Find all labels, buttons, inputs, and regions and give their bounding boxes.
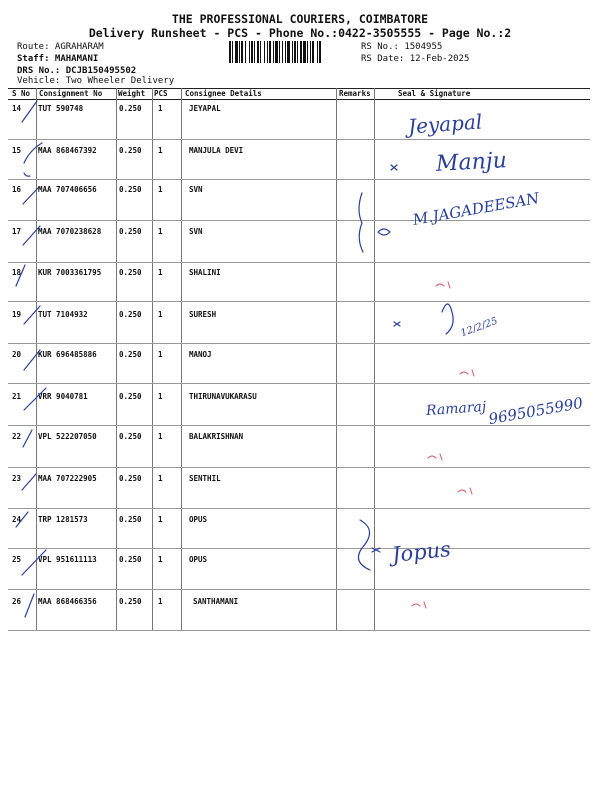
row-weight: 0.250 <box>119 597 142 606</box>
row-consignment-no: MAA 707406656 <box>38 185 97 194</box>
brace-mark <box>359 193 363 252</box>
row-consignment-no: VRR 9040781 <box>38 392 88 401</box>
row-consignee: SVN <box>189 227 203 236</box>
red-mark <box>428 454 442 460</box>
row-pcs: 1 <box>158 185 163 194</box>
company-name: THE PROFESSIONAL COURIERS, COIMBATORE <box>171 12 429 26</box>
col-header-sno: S No <box>12 89 31 98</box>
row-consignee: THIRUNAVUKARASU <box>189 392 257 401</box>
row-divider <box>8 508 590 509</box>
row-consignment-no: TUT 590748 <box>38 104 84 113</box>
row-sno: 19 <box>12 310 22 319</box>
pen-loop <box>358 520 370 570</box>
row-consignment-no: VPL 522207050 <box>38 432 97 441</box>
row-sno: 25 <box>12 555 22 564</box>
signature-manjula: Manju <box>435 148 508 177</box>
row-pcs: 1 <box>158 474 163 483</box>
row-consignee: OPUS <box>189 555 208 564</box>
pen-cross <box>391 165 397 170</box>
row-pcs: 1 <box>158 227 163 236</box>
row-consignment-no: TUT 7104932 <box>38 310 88 319</box>
row-consignment-no: TRP 1281573 <box>38 515 88 524</box>
row-weight: 0.250 <box>119 310 142 319</box>
runsheet-title: Delivery Runsheet - PCS - Phone No.:0422-3505555 - Page No.:2 <box>88 26 512 40</box>
row-sno: 20 <box>12 350 22 359</box>
pen-cross <box>394 322 400 326</box>
row-consignee: SHALINI <box>189 268 221 277</box>
red-mark <box>412 602 426 608</box>
red-mark <box>460 370 474 376</box>
row-divider <box>8 179 590 180</box>
row-pcs: 1 <box>158 104 163 113</box>
row-consignee: SVN <box>189 185 203 194</box>
barcode <box>229 41 355 63</box>
row-sno: 15 <box>12 146 22 155</box>
route-label: Route: AGRAHARAM <box>17 42 104 52</box>
row-sno: 16 <box>12 185 22 194</box>
pen-loop <box>378 229 390 235</box>
row-sno: 23 <box>12 474 22 483</box>
row-consignment-no: KUR 7003361795 <box>38 268 102 277</box>
row-pcs: 1 <box>158 350 163 359</box>
row-sno: 21 <box>12 392 22 401</box>
rs-number: RS No.: 1504955 <box>361 42 443 52</box>
row-consignee: SENTHIL <box>189 474 221 483</box>
row-weight: 0.250 <box>119 432 142 441</box>
drs-label: DRS No.: DCJB150495502 <box>17 66 137 76</box>
row-consignment-no: MAA 868466356 <box>38 597 97 606</box>
col-header-consignment: Consignment No <box>39 89 103 98</box>
row-consignment-no: MAA 707222905 <box>38 474 97 483</box>
row-pcs: 1 <box>158 597 163 606</box>
signature-phone: 9695055990 <box>487 393 585 429</box>
row-divider <box>8 630 590 631</box>
row-divider <box>8 548 590 549</box>
row-divider <box>8 301 590 302</box>
row-weight: 0.250 <box>119 555 142 564</box>
tick-mark <box>22 474 36 490</box>
col-header-consignee: Consignee Details <box>185 89 262 98</box>
row-divider <box>8 139 590 140</box>
row-divider <box>8 262 590 263</box>
row-consignment-no: MAA 868467392 <box>38 146 97 155</box>
rs-date: RS Date: 12-Feb-2025 <box>361 54 470 64</box>
col-header-remarks: Remarks <box>339 89 371 98</box>
signature-opus: Jopus <box>390 536 452 568</box>
row-pcs: 1 <box>158 146 163 155</box>
red-mark <box>436 282 450 288</box>
row-sno: 24 <box>12 515 22 524</box>
red-mark <box>458 488 472 494</box>
row-consignee: OPUS <box>189 515 208 524</box>
row-divider <box>8 467 590 468</box>
row-pcs: 1 <box>158 268 163 277</box>
row-weight: 0.250 <box>119 185 142 194</box>
row-pcs: 1 <box>158 555 163 564</box>
row-consignee: MANJULA DEVI <box>189 146 244 155</box>
row-sno: 22 <box>12 432 22 441</box>
pen-loop <box>442 304 453 334</box>
col-header-pcs: PCS <box>154 89 168 98</box>
row-consignment-no: VPL 951611113 <box>38 555 97 564</box>
table-header-rule <box>8 99 590 100</box>
row-weight: 0.250 <box>119 474 142 483</box>
signature-date: 12/2/25 <box>459 315 500 340</box>
staff-label: Staff: MAHAMANI <box>17 54 99 64</box>
row-pcs: 1 <box>158 310 163 319</box>
row-consignee: BALAKRISHNAN <box>189 432 244 441</box>
tick-mark <box>25 594 34 617</box>
row-consignment-no: KUR 696485886 <box>38 350 97 359</box>
row-weight: 0.250 <box>119 392 142 401</box>
col-header-seal-signature: Seal & Signature <box>398 89 471 98</box>
row-divider <box>8 383 590 384</box>
row-divider <box>8 343 590 344</box>
row-weight: 0.250 <box>119 268 142 277</box>
row-weight: 0.250 <box>119 227 142 236</box>
row-divider <box>8 589 590 590</box>
signature-jeyapal: Jeyapal <box>407 109 483 139</box>
row-sno: 14 <box>12 104 22 113</box>
row-consignment-no: MAA 7070238628 <box>38 227 102 236</box>
row-weight: 0.250 <box>119 515 142 524</box>
row-weight: 0.250 <box>119 146 142 155</box>
vehicle-label: Vehicle: Two Wheeler Delivery <box>17 76 175 86</box>
col-header-weight: Weight <box>118 89 146 98</box>
row-divider <box>8 220 590 221</box>
row-consignee: MANOJ <box>189 350 212 359</box>
row-consignee: SURESH <box>189 310 217 319</box>
row-sno: 17 <box>12 227 22 236</box>
row-weight: 0.250 <box>119 350 142 359</box>
row-pcs: 1 <box>158 392 163 401</box>
row-consignee: SANTHAMANI <box>193 597 239 606</box>
row-sno: 18 <box>12 268 22 277</box>
signature-jagadeesan: M.JAGADEESAN <box>411 189 541 229</box>
tick-mark <box>23 430 32 447</box>
row-weight: 0.250 <box>119 104 142 113</box>
tick-mark <box>24 173 30 176</box>
signature-ramaraj: Ramaraj <box>425 398 487 420</box>
tick-mark <box>22 101 37 122</box>
row-pcs: 1 <box>158 432 163 441</box>
row-pcs: 1 <box>158 515 163 524</box>
row-sno: 26 <box>12 597 22 606</box>
row-consignee: JEYAPAL <box>189 104 221 113</box>
